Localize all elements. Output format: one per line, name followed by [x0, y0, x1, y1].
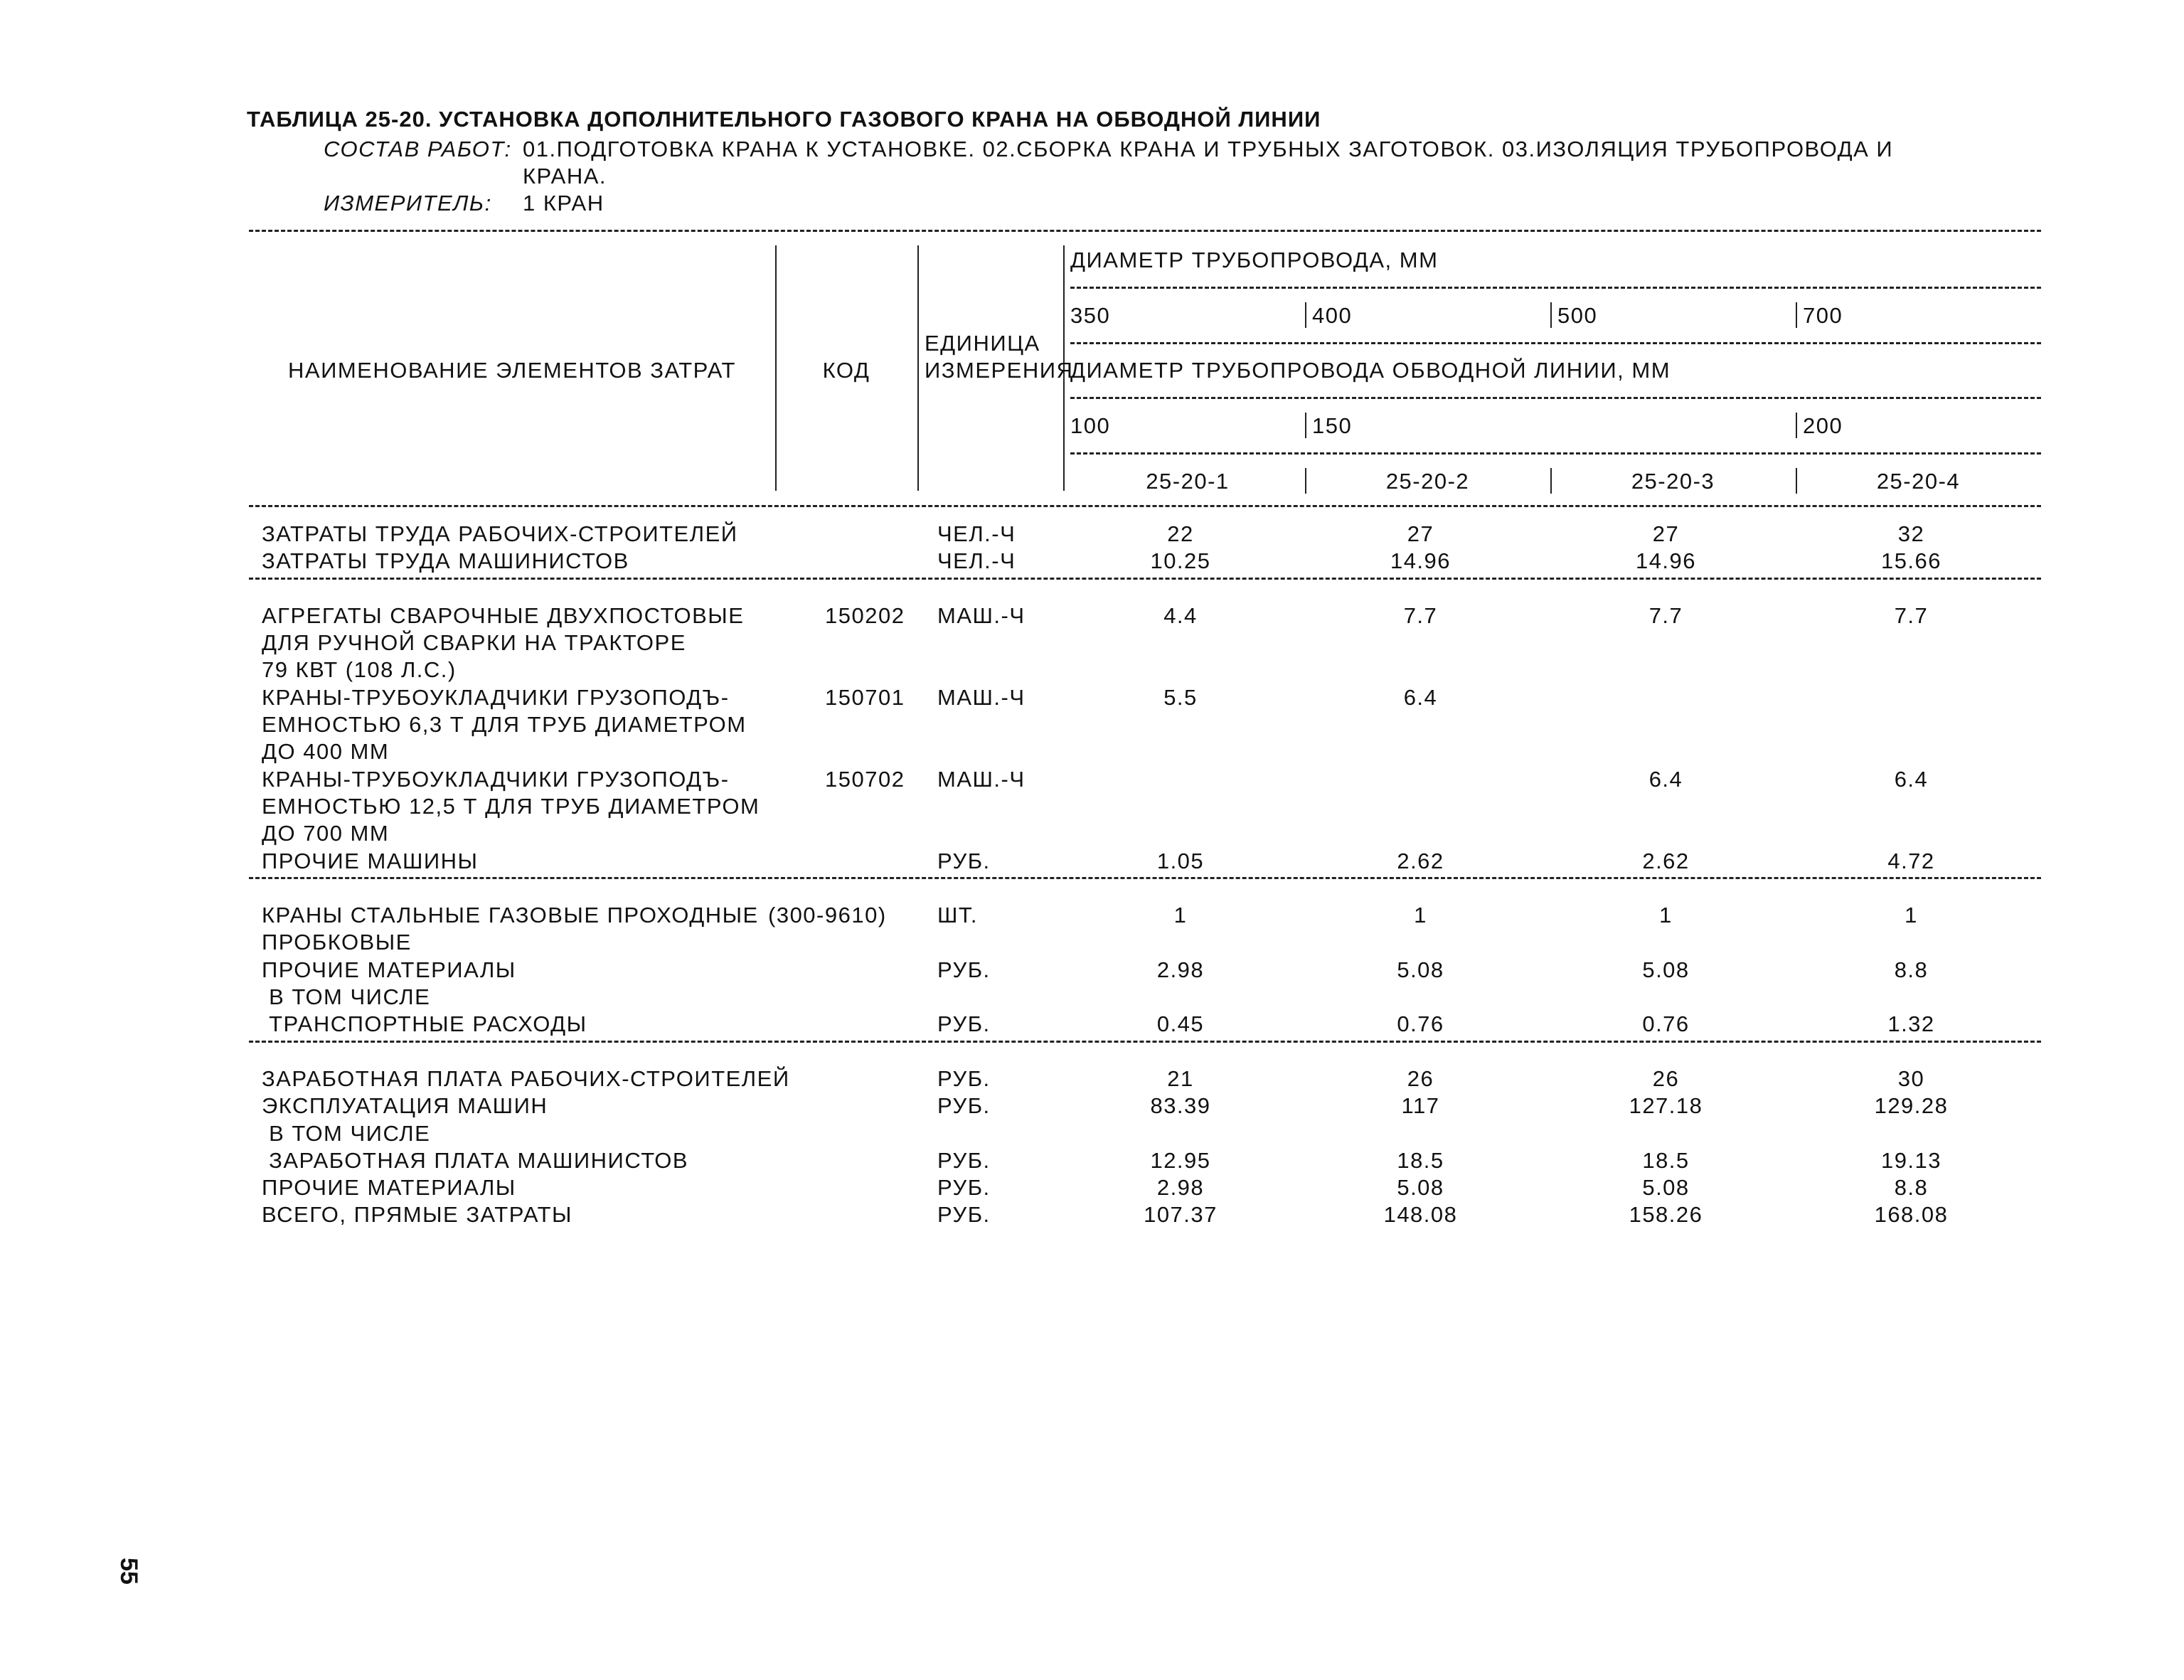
header-code-25-20-2: 25-20-2	[1385, 469, 1470, 494]
row-value: 7.7	[1648, 603, 1683, 628]
row-name-line: ДЛЯ РУЧНОЙ СВАРКИ НА ТРАКТОРЕ	[262, 630, 686, 655]
row-unit: РУБ.	[937, 957, 991, 982]
row-value: 107.37	[1144, 1202, 1218, 1227]
header-unit-col-2: ИЗМЕРЕНИЯ	[925, 358, 1074, 383]
row-unit: МАШ.-Ч	[937, 685, 1026, 710]
row-name-line: ЗАРАБОТНАЯ ПЛАТА МАШИНИСТОВ	[262, 1148, 689, 1173]
row-name-line: ЕМНОСТЬЮ 6,3 Т ДЛЯ ТРУБ ДИАМЕТРОМ	[262, 712, 747, 737]
row-value: 5.08	[1642, 957, 1690, 982]
row-value: 2.62	[1397, 849, 1444, 873]
row-name-line: ЗАТРАТЫ ТРУДА РАБОЧИХ-СТРОИТЕЛЕЙ	[262, 521, 738, 546]
row-value: 2.62	[1642, 849, 1690, 873]
row-name-line: ПРОБКОВЫЕ	[262, 930, 412, 955]
row-name-line: ТРАНСПОРТНЫЕ РАСХОДЫ	[262, 1011, 587, 1036]
row-value: 26	[1652, 1066, 1680, 1091]
header-bypass-title: ДИАМЕТР ТРУБОПРОВОДА ОБВОДНОЙ ЛИНИИ, ММ	[1070, 358, 1671, 383]
row-unit: ШТ.	[937, 903, 979, 927]
header-code-col: КОД	[822, 358, 870, 383]
row-value: 5.5	[1163, 685, 1198, 710]
row-name-line: ДО 400 ММ	[262, 739, 390, 764]
row-unit: ЧЕЛ.-Ч	[937, 548, 1016, 573]
header-rule-2	[1070, 342, 2041, 344]
row-code: 150702	[825, 767, 905, 792]
table-title: ТАБЛИЦА 25-20. УСТАНОВКА ДОПОЛНИТЕЛЬНОГО ГАЗОВОГО КРАНА НА ОБВОДНОЙ ЛИНИИ	[247, 107, 1321, 132]
row-value: 0.45	[1156, 1011, 1205, 1036]
table-header-bottom-rule	[249, 505, 2041, 507]
row-name-line: АГРЕГАТЫ СВАРОЧНЫЕ ДВУХПОСТОВЫЕ	[262, 603, 745, 628]
row-value: 2.98	[1156, 957, 1205, 982]
header-bypass-200: 200	[1803, 413, 1843, 438]
row-value: 22	[1167, 521, 1194, 546]
header-unit-col-1: ЕДИНИЦА	[925, 331, 1040, 356]
row-value: 26	[1407, 1066, 1434, 1091]
row-unit: РУБ.	[937, 1066, 991, 1091]
row-name-line: ЗАРАБОТНАЯ ПЛАТА РАБОЧИХ-СТРОИТЕЛЕЙ	[262, 1066, 790, 1091]
table-top-rule	[249, 230, 2041, 232]
row-unit: МАШ.-Ч	[937, 603, 1026, 628]
row-value: 12.95	[1150, 1148, 1211, 1173]
row-value: 6.4	[1894, 767, 1929, 792]
row-value: 27	[1407, 521, 1434, 546]
row-value: 0.76	[1642, 1011, 1690, 1036]
row-name-line: ПРОЧИЕ МАТЕРИАЛЫ	[262, 957, 516, 982]
row-unit: РУБ.	[937, 1148, 991, 1173]
row-code: 150202	[825, 603, 905, 628]
header-diameter-700: 700	[1803, 303, 1843, 328]
row-name-line: 79 КВТ (108 Л.С.)	[262, 657, 457, 682]
row-unit: МАШ.-Ч	[937, 767, 1026, 792]
header-sub-divider	[1796, 413, 1797, 438]
row-value: 8.8	[1894, 1175, 1929, 1200]
section-separator-rule	[249, 578, 2041, 580]
row-value: 1.05	[1156, 849, 1205, 873]
row-value: 129.28	[1874, 1093, 1949, 1118]
row-value: 168.08	[1874, 1202, 1949, 1227]
section-separator-rule	[249, 877, 2041, 879]
row-value: 5.08	[1397, 1175, 1444, 1200]
row-value: 1	[1659, 903, 1673, 927]
row-name-line: КРАНЫ СТАЛЬНЫЕ ГАЗОВЫЕ ПРОХОДНЫЕ	[262, 903, 759, 927]
header-name-col: НАИМЕНОВАНИЕ ЭЛЕМЕНТОВ ЗАТРАТ	[288, 358, 736, 383]
header-rule-1	[1070, 287, 2041, 289]
row-value: 7.7	[1403, 603, 1438, 628]
row-value: 1	[1414, 903, 1427, 927]
row-name-line: КРАНЫ-ТРУБОУКЛАДЧИКИ ГРУЗОПОДЪ-	[262, 767, 730, 792]
header-code-25-20-4: 25-20-4	[1876, 469, 1961, 494]
row-value: 0.76	[1397, 1011, 1444, 1036]
row-name-line: КРАНЫ-ТРУБОУКЛАДЧИКИ ГРУЗОПОДЪ-	[262, 685, 730, 710]
row-value: 158.26	[1629, 1202, 1703, 1227]
row-value: 117	[1401, 1093, 1440, 1118]
row-value: 1	[1173, 903, 1188, 927]
row-unit: РУБ.	[937, 1202, 991, 1227]
row-unit: РУБ.	[937, 849, 991, 873]
header-diameter-title: ДИАМЕТР ТРУБОПРОВОДА, ММ	[1070, 248, 1439, 272]
header-bypass-100: 100	[1070, 413, 1111, 438]
section-separator-rule	[249, 1041, 2041, 1043]
row-value: 4.4	[1163, 603, 1198, 628]
row-value: 1.32	[1887, 1011, 1935, 1036]
row-value: 5.08	[1397, 957, 1444, 982]
row-name-line: ЕМНОСТЬЮ 12,5 Т ДЛЯ ТРУБ ДИАМЕТРОМ	[262, 794, 760, 819]
row-value: 6.4	[1648, 767, 1683, 792]
row-name-line: ВСЕГО, ПРЯМЫЕ ЗАТРАТЫ	[262, 1202, 572, 1227]
row-value: 21	[1167, 1066, 1194, 1091]
row-name-line: В ТОМ ЧИСЛЕ	[262, 1121, 431, 1146]
row-value: 2.98	[1156, 1175, 1205, 1200]
row-name-line: ЭКСПЛУАТАЦИЯ МАШИН	[262, 1093, 548, 1118]
row-value: 18.5	[1397, 1148, 1444, 1173]
row-value: 15.66	[1880, 548, 1942, 573]
row-code: 150701	[825, 685, 905, 710]
row-value: 6.4	[1403, 685, 1438, 710]
row-value: 14.96	[1390, 548, 1451, 573]
row-value: 127.18	[1629, 1093, 1703, 1118]
row-value: 5.08	[1642, 1175, 1690, 1200]
header-sub-divider	[1305, 302, 1306, 328]
row-value: 14.96	[1635, 548, 1697, 573]
work-composition-line2: КРАНА.	[523, 164, 607, 188]
header-rule-4	[1070, 452, 2041, 454]
row-name-line: ЗАТРАТЫ ТРУДА МАШИНИСТОВ	[262, 548, 629, 573]
header-sub-divider	[1550, 302, 1552, 328]
header-rule-3	[1070, 397, 2041, 399]
row-name-line: В ТОМ ЧИСЛЕ	[262, 984, 431, 1009]
row-name-line: ПРОЧИЕ МАШИНЫ	[262, 849, 479, 873]
row-code: (300-9610)	[768, 903, 887, 927]
header-sub-divider	[1796, 302, 1797, 328]
row-value: 4.72	[1887, 849, 1935, 873]
row-name-line: ДО 700 ММ	[262, 821, 390, 846]
row-value: 1	[1905, 903, 1918, 927]
row-value: 8.8	[1894, 957, 1929, 982]
row-unit: РУБ.	[937, 1175, 991, 1200]
measure-unit-label: ИЗМЕРИТЕЛЬ:	[324, 191, 492, 216]
row-value: 10.25	[1150, 548, 1211, 573]
work-composition-label: СОСТАВ РАБОТ:	[324, 137, 512, 161]
row-value: 18.5	[1642, 1148, 1690, 1173]
row-value: 32	[1897, 521, 1925, 546]
col-divider-code	[917, 245, 919, 491]
header-code-25-20-3: 25-20-3	[1631, 469, 1715, 494]
page-number: 55	[115, 1558, 142, 1585]
header-code-25-20-1: 25-20-1	[1146, 469, 1230, 494]
row-value: 7.7	[1894, 603, 1929, 628]
header-sub-divider	[1305, 413, 1306, 438]
header-diameter-400: 400	[1312, 303, 1353, 328]
header-diameter-350: 350	[1070, 303, 1111, 328]
row-value: 148.08	[1383, 1202, 1458, 1227]
measure-unit-value: 1 КРАН	[523, 191, 604, 216]
row-unit: РУБ.	[937, 1093, 991, 1118]
row-name-line: ПРОЧИЕ МАТЕРИАЛЫ	[262, 1175, 516, 1200]
work-composition-line1: 01.ПОДГОТОВКА КРАНА К УСТАНОВКЕ. 02.СБОРКА КРАНА И ТРУБНЫХ ЗАГОТОВОК. 03.ИЗОЛЯЦИЯ ТРУБОПРОВОДА И	[523, 137, 1894, 161]
row-unit: ЧЕЛ.-Ч	[937, 521, 1016, 546]
row-unit: РУБ.	[937, 1011, 991, 1036]
header-bypass-150: 150	[1312, 413, 1353, 438]
row-value: 83.39	[1150, 1093, 1211, 1118]
row-value: 19.13	[1880, 1148, 1942, 1173]
header-diameter-500: 500	[1557, 303, 1598, 328]
row-value: 30	[1897, 1066, 1925, 1091]
row-value: 27	[1652, 521, 1680, 546]
